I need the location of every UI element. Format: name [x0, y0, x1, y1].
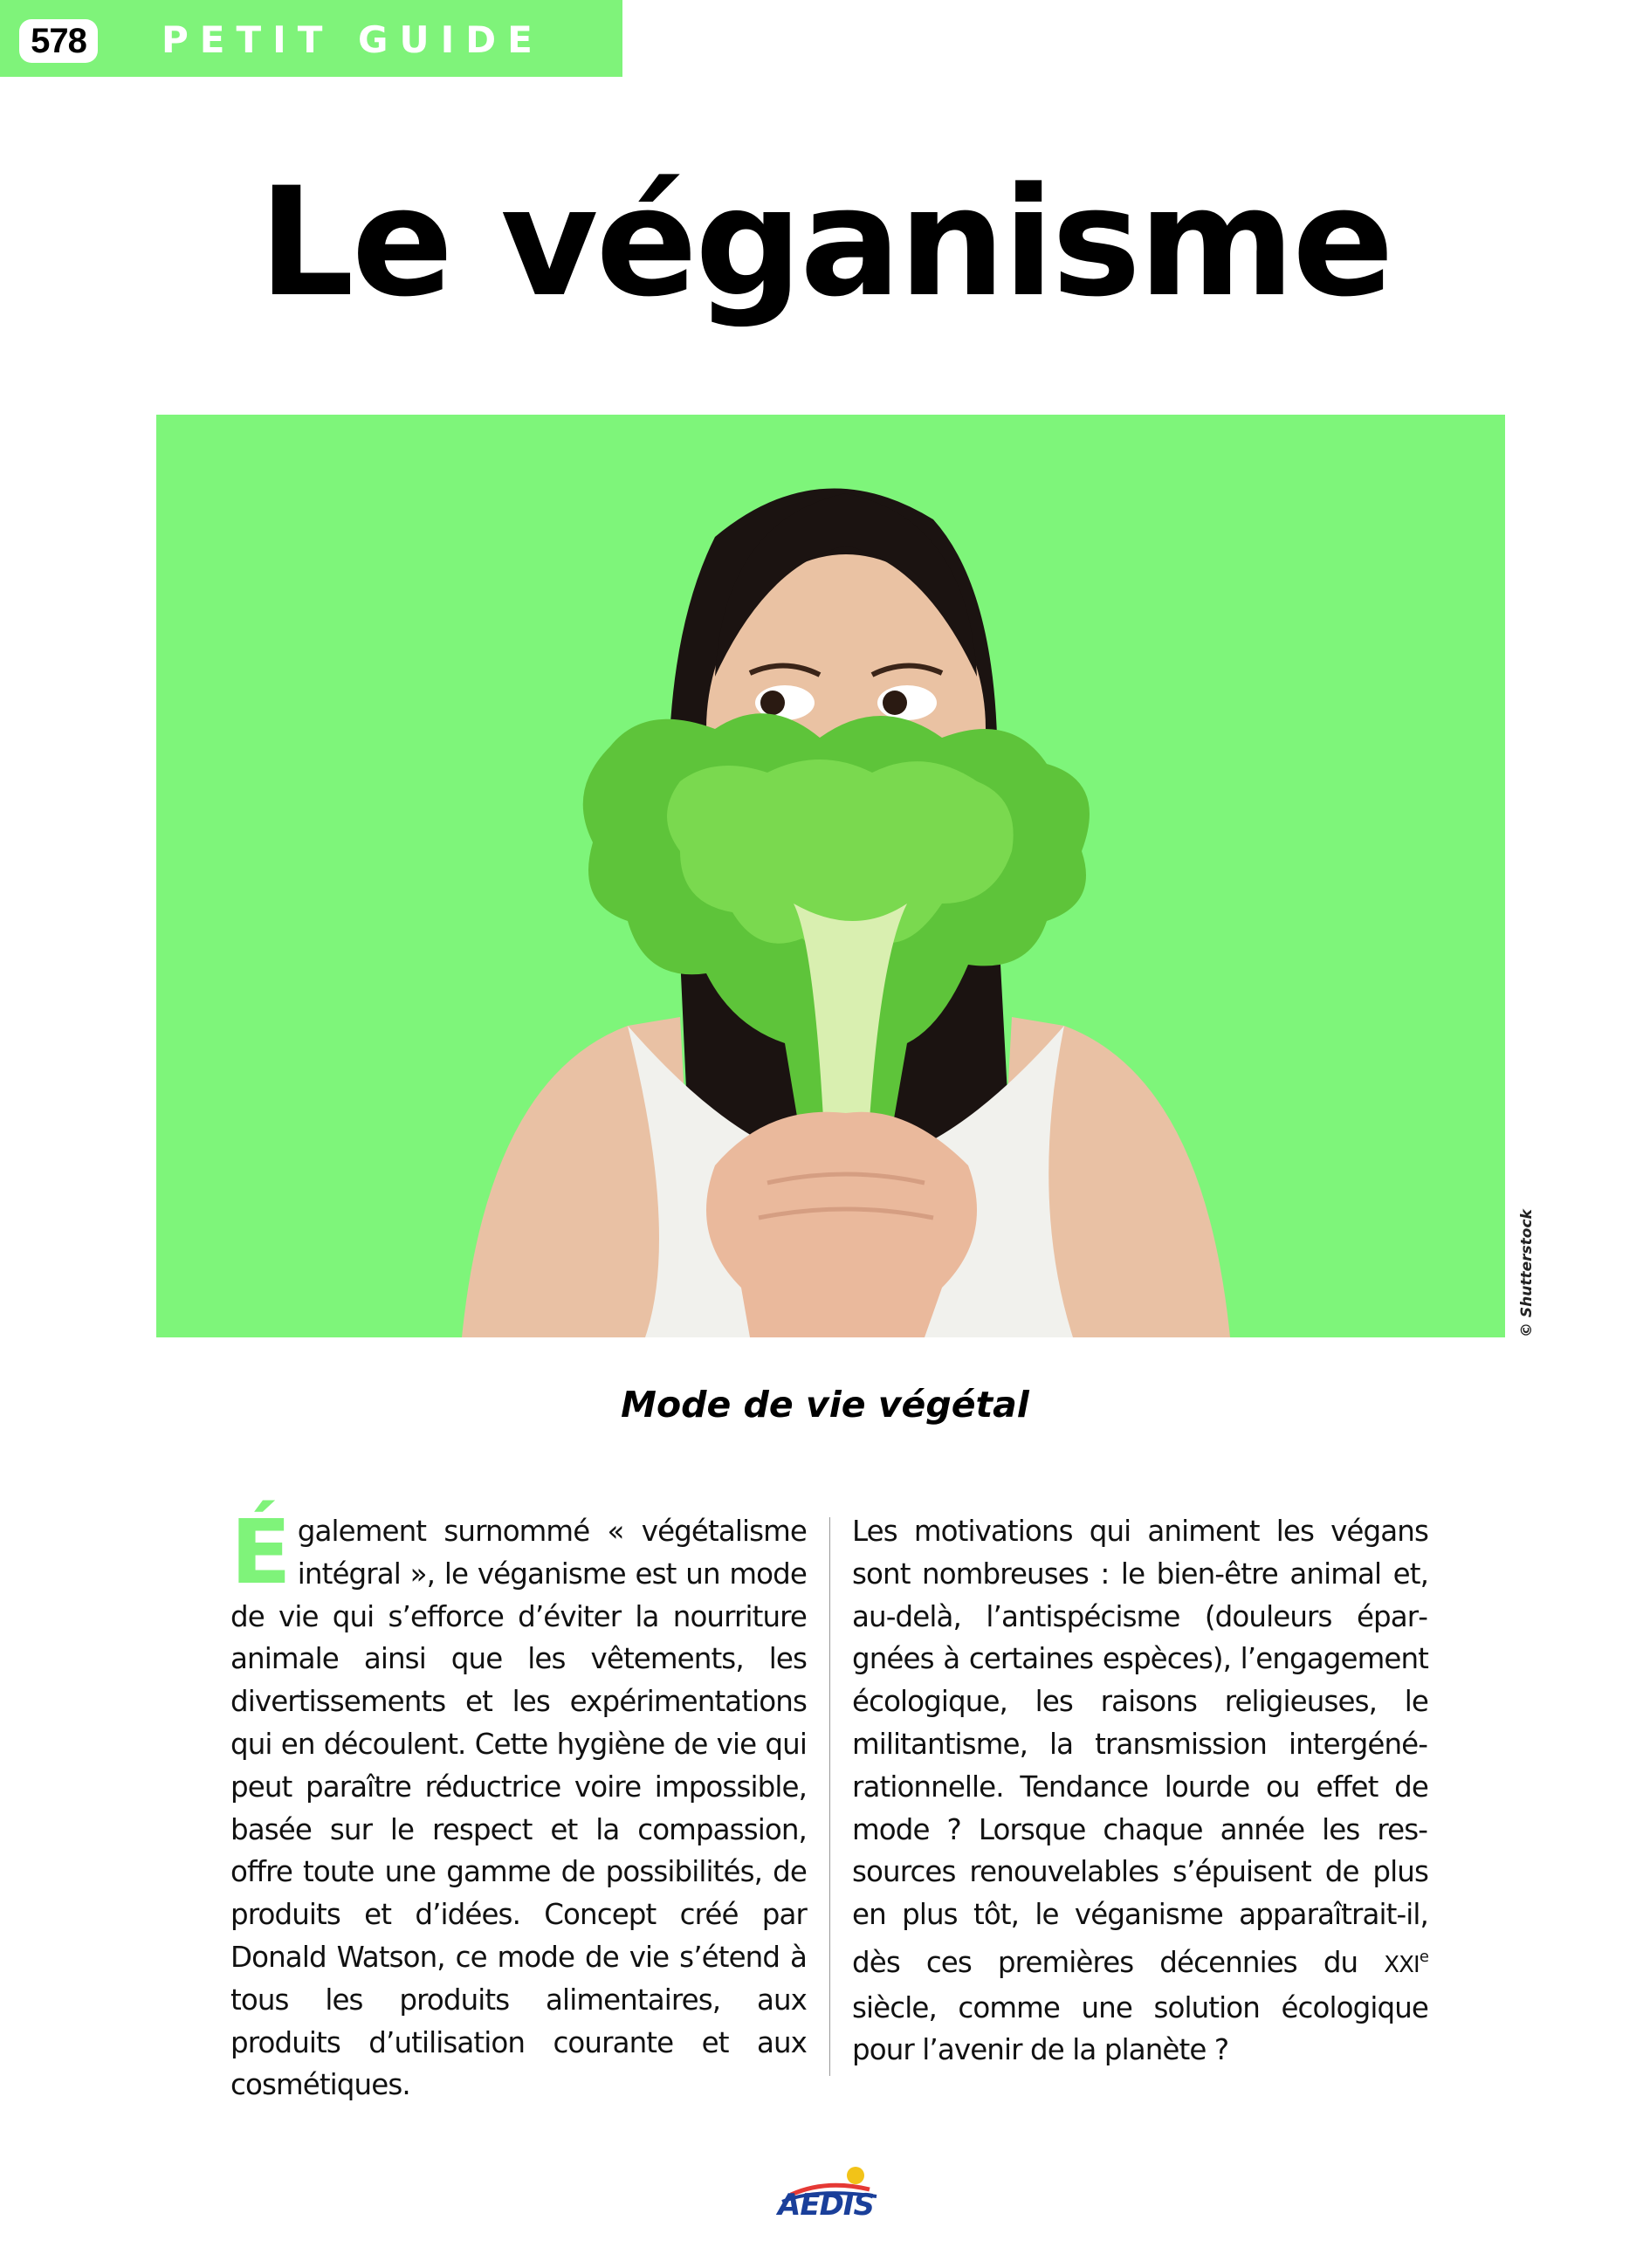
- century-suffix: e: [1419, 1947, 1428, 1966]
- body-column-right: [852, 1510, 1428, 2072]
- series-label: PETIT GUIDE: [162, 18, 544, 61]
- woman-holding-lettuce-illustration: [156, 415, 1505, 1337]
- drop-cap: É: [230, 1501, 291, 1605]
- left-column-text: galement surnommé « végétalisme intégral », le véganisme est un mode de vie qui s’efforce d’éviter la nourriture animale ainsi que les vêtements, les divertissements et les expérimentations qui en découlent. Cette hygiène de vie qui peut paraître réductrice voire impossible, basée sur le respect et la compassion, offre toute une gamme de possibilités, de produits et d’idées. Concept créé par Donald Watson, ce mode de vie s’étend à tous les produits alimentaires, aux produits d’utilisation courante et aux cosmétiques.: [230, 1515, 807, 2102]
- cover-photo: [156, 415, 1505, 1337]
- right-column-text-part1: Les motivations qui animent les végans sont nombreuses : le bien-être animal et, au-delà, l’antispécisme (douleurs épargnées à certaines espèces), l’engagement écologique, les raisons religieuses, le militantisme, la transmission intergénérationnelle. Tendance lourde ou effet de mode ? Lorsque chaque année les ressources renouvelables s’épuisent de plus en plus tôt, le véganisme apparaîtrait-il, dès ces premières décennies du: [852, 1515, 1428, 1979]
- publisher-logo: [765, 2163, 887, 2224]
- century-roman: XXI: [1384, 1951, 1420, 1978]
- right-column-text-part2: siècle, comme une solution écologique pour l’avenir de la planète ?: [852, 1990, 1428, 2067]
- publisher-logo-text: AEDIS: [778, 2188, 874, 2223]
- subtitle: Mode de vie végétal: [621, 1384, 1029, 1426]
- body-column-left: [230, 1501, 807, 2106]
- photo-credit: © Shutterstock: [1518, 1209, 1536, 1337]
- issue-number-badge: 578: [19, 19, 98, 63]
- column-divider: [829, 1517, 830, 2076]
- page-title: Le véganisme: [258, 155, 1392, 330]
